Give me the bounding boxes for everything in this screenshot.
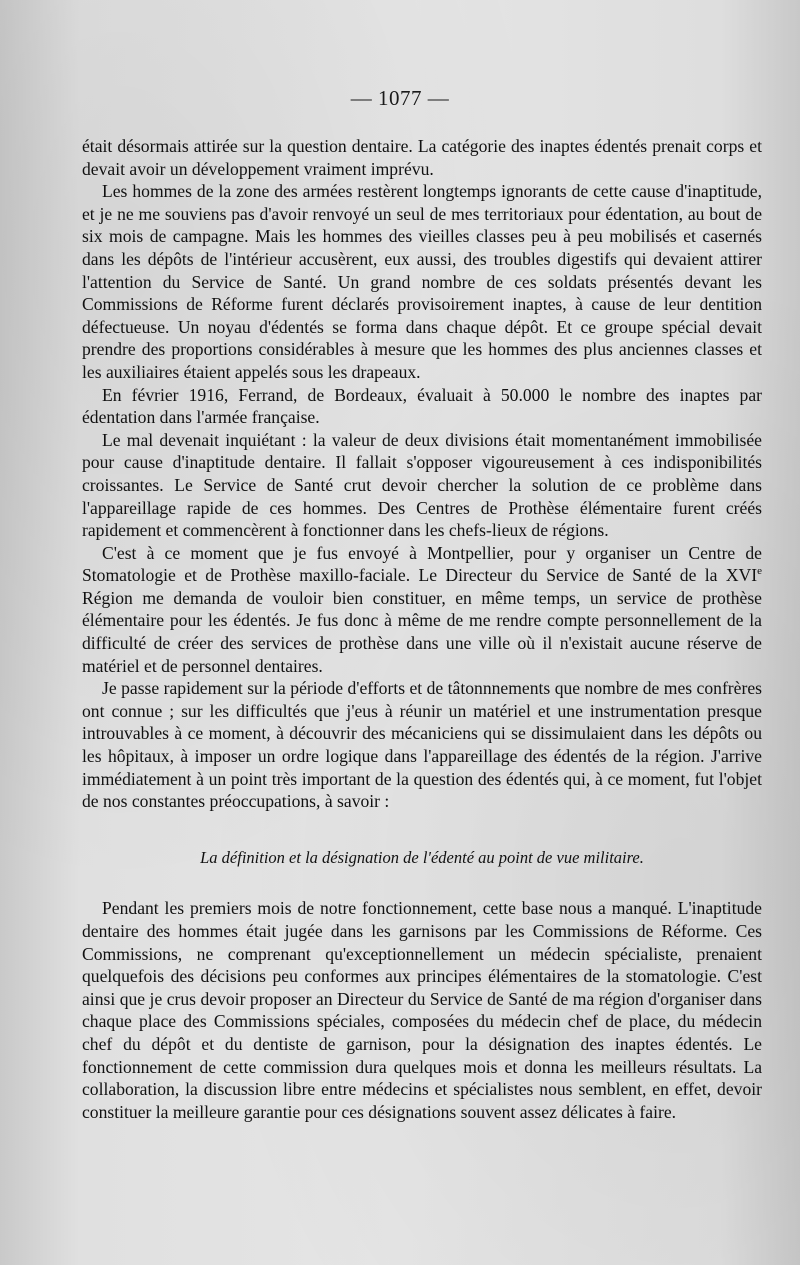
paragraph-text: Région me demanda de vouloir bien constituer, en même temps, un service de prothèse élémentaire pour les édentés. Je fus donc à même de me rendre compte personnellement de la difficulté de créer des services de prothèse dans une ville où il n'existait aucune réserve de matériel et de personnel dentaires.	[82, 587, 762, 676]
body-text	[82, 135, 762, 1123]
page-number: — 1077 —	[350, 86, 450, 110]
paragraph	[82, 542, 762, 678]
section-title: La définition et la désignation de l'édenté au point de vue militaire.	[200, 847, 644, 867]
paragraph-continuation: était désormais attirée sur la question dentaire. La catégorie des inaptes édentés prenait corps et devait avoir un développement vraiment imprévu.	[82, 136, 762, 179]
paragraph: Je passe rapidement sur la période d'efforts et de tâtonnnements que nombre de mes confrères ont connue ; sur les difficultés que j'eus à réunir un matériel et une instrumentation presque introuvables à ce moment, à découvrir des mécaniciens qui se dissimulaient dans les dépôts ou les hôpitaux, à imposer un ordre logique dans l'appareillage des édentés de la région. J'arrive immédiatement à un point très important de la question des édentés qui, à ce moment, fut l'objet de nos constantes préoccupations, à savoir :	[82, 678, 762, 812]
superscript: e	[757, 565, 762, 578]
paragraph: Le mal devenait inquiétant : la valeur de deux divisions était momentanément immobilisée pour cause d'inaptitude dentaire. Il fallait s'opposer vigoureusement à ces indisponibilités croissantes. Le Service de Santé crut devoir chercher la solution de ce problème dans l'appareillage rapide de ces hommes. Des Centres de Prothèse élémentaire furent créés rapidement et commencèrent à fonctionner dans les chefs-lieux de régions.	[82, 429, 762, 541]
paragraph: Pendant les premiers mois de notre fonctionnement, cette base nous a manqué. L'inaptitude dentaire des hommes était jugée dans les garnisons par les Commissions de Réforme. Ces Commissions, ne comprenant qu'exceptionnellement un médecin spécialiste, prenaient quelquefois des décisions peu conformes aux principes élémentaires de la stomatologie. C'est ainsi que je crus devoir proposer an Directeur du Service de Santé de ma région d'organiser dans chaque place des Commissions spéciales, composées du médecin chef de place, du médecin chef du dépôt et du dentiste de garnison, pour la désignation des inaptes édentés. Le fonctionnement de cette commission dura quelques mois et donna les meilleurs résultats. La collaboration, la discussion libre entre médecins et spécialistes nous semblent, en effet, devoir constituer la meilleure garantie pour ces désignations souvent assez délicates à faire.	[82, 898, 762, 1122]
paragraph: Les hommes de la zone des armées restèrent longtemps ignorants de cette cause d'inaptitude, et je ne me souviens pas d'avoir renvoyé un seul de mes territoriaux pour édentation, au bout de six mois de campagne. Mais les hommes des vieilles classes peu à peu mobilisés et casernés dans les dépôts de l'intérieur accusèrent, eux aussi, des troubles digestifs qui devaient attirer l'attention du Service de Santé. Un grand nombre de ces soldats présentés devant les Commissions de Réforme furent déclarés provisoirement inaptes, à cause de leur dentition défectueuse. Un noyau d'édentés se forma dans chaque dépôt. Et ce groupe spécial devait prendre des proportions considérables à mesure que les hommes des plus anciennes classes et les auxiliaires étaient appelés sous les drapeaux.	[82, 181, 762, 382]
paragraph: En février 1916, Ferrand, de Bordeaux, évaluait à 50.000 le nombre des inaptes par édentation dans l'armée française.	[82, 384, 762, 428]
section-body	[82, 897, 762, 1123]
paragraph-text: C'est à ce moment que je fus envoyé à Montpellier, pour y organiser un Centre de Stomatologie et de Prothèse maxillo-faciale. Le Directeur du Service de Santé de la XVI	[82, 542, 762, 586]
